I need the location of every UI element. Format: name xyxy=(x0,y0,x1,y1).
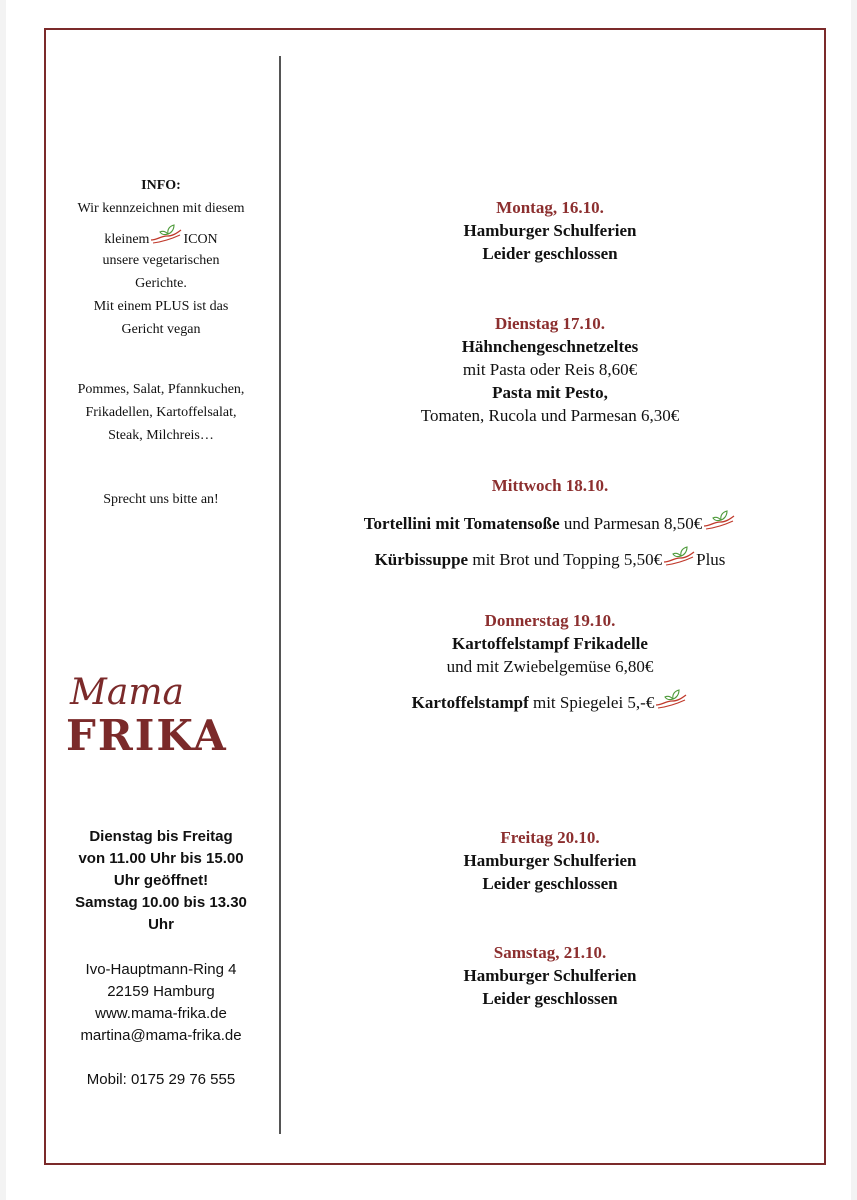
menu-wednesday xyxy=(290,474,810,573)
thursday-dish2-name: Kartoffelstampf xyxy=(411,693,529,712)
wednesday-dish2-suffix: Plus xyxy=(696,550,726,569)
extras-line1: Pommes, Salat, Pfannkuchen, xyxy=(77,382,245,397)
contact-prompt: Sprecht uns bitte an! xyxy=(103,492,219,507)
logo-name: FRIKA xyxy=(66,711,228,758)
hand-leaf-icon xyxy=(662,543,696,573)
info-line5: Mit einem PLUS ist das xyxy=(93,299,229,314)
tuesday-dish1: Hähnchengeschnetzeltes xyxy=(461,337,639,356)
hours-line1: Dienstag bis Freitag xyxy=(89,828,233,845)
thursday-dish2 xyxy=(290,686,810,716)
hours-line3: Uhr geöffnet! xyxy=(113,872,209,889)
thursday-dish2-rest: mit Spiegelei 5,-€ xyxy=(528,693,655,712)
info-line4: Gerichte. xyxy=(135,276,187,291)
friday-line2: Leider geschlossen xyxy=(482,874,618,893)
wednesday-dish2-name: Kürbissuppe xyxy=(374,550,469,569)
address-street: Ivo-Hauptmann-Ring 4 xyxy=(85,961,237,978)
wednesday-dish2 xyxy=(290,543,810,573)
address-city: 22159 Hamburg xyxy=(107,983,215,1000)
tuesday-dish1-detail: mit Pasta oder Reis 8,60€ xyxy=(462,360,638,379)
info-title: INFO: xyxy=(141,178,181,193)
wednesday-dish2-rest: mit Brot und Topping 5,50€ xyxy=(468,550,663,569)
column-divider xyxy=(279,56,281,1134)
saturday-line2: Leider geschlossen xyxy=(482,989,618,1008)
menu-thursday xyxy=(290,609,810,716)
day-heading: Mittwoch 18.10. xyxy=(491,476,609,495)
wednesday-dish1-rest: und Parmesan 8,50€ xyxy=(559,514,703,533)
info-line1: Wir kennzeichnen mit diesem xyxy=(77,201,245,216)
extras-line2: Frikadellen, Kartoffelsalat, xyxy=(85,405,237,420)
tuesday-dish2: Pasta mit Pesto, xyxy=(492,383,608,402)
wednesday-dish1 xyxy=(290,507,810,537)
tuesday-dish2-detail: Tomaten, Rucola und Parmesan 6,30€ xyxy=(420,406,680,425)
extras-block xyxy=(50,378,272,447)
menu-monday xyxy=(290,196,810,265)
day-heading: Dienstag 17.10. xyxy=(494,314,606,333)
saturday-line1: Hamburger Schulferien xyxy=(463,966,637,985)
menu-saturday xyxy=(290,941,810,1010)
address-email[interactable]: martina@mama-frika.de xyxy=(80,1027,242,1044)
address-web[interactable]: www.mama-frika.de xyxy=(95,1005,227,1022)
monday-line2: Leider geschlossen xyxy=(482,244,618,263)
hours-line4: Samstag 10.00 bis 13.30 xyxy=(75,894,247,911)
day-heading: Samstag, 21.10. xyxy=(493,943,607,962)
address-mobile: Mobil: 0175 29 76 555 xyxy=(86,1071,236,1088)
thursday-dish1-detail: und mit Zwiebelgemüse 6,80€ xyxy=(446,657,654,676)
hours-line5: Uhr xyxy=(148,916,174,933)
friday-line1: Hamburger Schulferien xyxy=(463,851,637,870)
info-block xyxy=(50,174,272,341)
opening-hours xyxy=(50,826,272,936)
mama-frika-logo xyxy=(64,668,254,758)
logo-script: Mama xyxy=(70,672,184,713)
extras-line3: Steak, Milchreis… xyxy=(108,428,214,443)
info-line2a: kleinem xyxy=(104,232,150,247)
thursday-dish1: Kartoffelstampf Frikadelle xyxy=(452,634,648,653)
menu-tuesday xyxy=(290,312,810,427)
hand-leaf-icon xyxy=(654,686,688,716)
menu-friday xyxy=(290,826,810,895)
day-heading: Donnerstag 19.10. xyxy=(484,611,616,630)
info-line2b: ICON xyxy=(183,232,218,247)
hours-line2: von 11.00 Uhr bis 15.00 xyxy=(78,850,244,867)
address-block xyxy=(50,959,272,1047)
hand-leaf-icon xyxy=(702,507,736,537)
day-heading: Freitag 20.10. xyxy=(500,828,600,847)
wednesday-dish1-name: Tortellini mit Tomatensoße xyxy=(363,514,560,533)
info-line3: unsere vegetarischen xyxy=(102,253,220,268)
day-heading: Montag, 16.10. xyxy=(496,198,604,217)
monday-line1: Hamburger Schulferien xyxy=(463,221,637,240)
info-line6: Gericht vegan xyxy=(121,322,201,337)
